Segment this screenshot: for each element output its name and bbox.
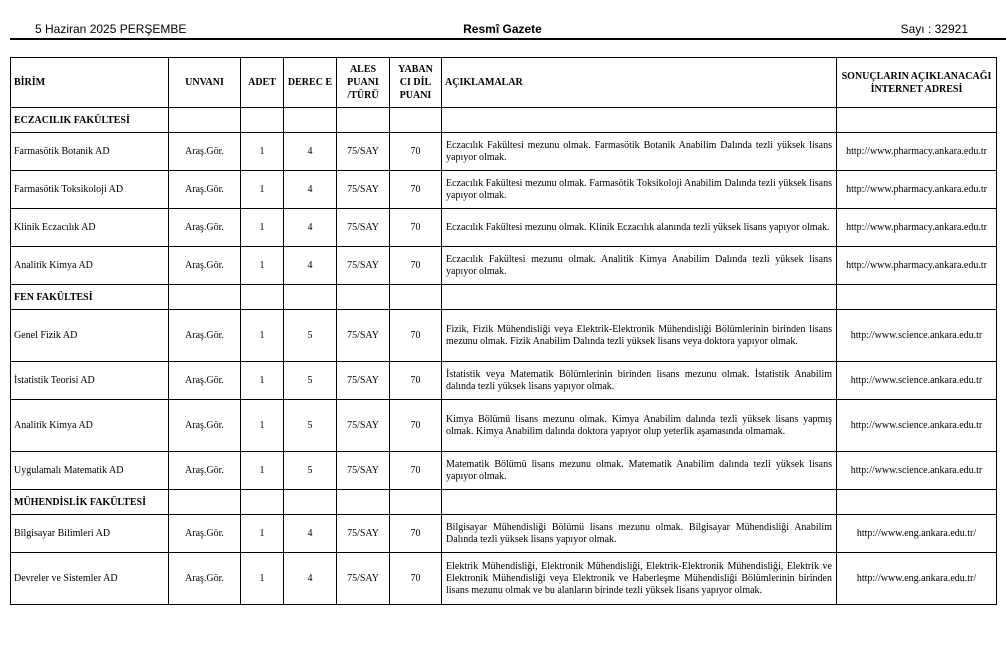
cell-ales: 75/SAY — [337, 553, 390, 605]
cell-adet: 1 — [241, 452, 284, 490]
cell-unvan: Araş.Gör. — [169, 400, 241, 452]
cell-yabanci: 70 — [390, 515, 442, 553]
cell-aciklama: Fizik, Fizik Mühendisliği veya Elektrik-Elektronik Mühendisliği Bölümlerinin birinden lisans mezunu olmak. Fizik Anabilim Dalında tezli yüksek lisans veya doktora yapıyor olmak. — [442, 310, 837, 362]
cell-derece: 4 — [284, 209, 337, 247]
faculty-row — [11, 285, 997, 310]
cell-url: http://www.eng.ankara.edu.tr/ — [837, 553, 997, 605]
table-row — [11, 515, 997, 553]
cell-derece: 5 — [284, 400, 337, 452]
cell-aciklama: Elektrik Mühendisliği, Elektronik Mühendisliği, Elektrik-Elektronik Mühendisliği, Elektrik ve Elektronik Mühendisliği veya Elektronik ve Haberleşme Mühendisliği Bölümlerinin birinden lisans mezunu olmak ve bu alanların birinde tezli yüksek lisans yapıyor olmak. — [442, 553, 837, 605]
cell-adet: 1 — [241, 133, 284, 171]
cell-derece: 5 — [284, 310, 337, 362]
cell-ales: 75/SAY — [337, 310, 390, 362]
cell-aciklama: Eczacılık Fakültesi mezunu olmak. Analitik Kimya Anabilim Dalında tezli yüksek lisans yapıyor olmak. — [442, 247, 837, 285]
cell-url: http://www.pharmacy.ankara.edu.tr — [837, 209, 997, 247]
cell-adet: 1 — [241, 553, 284, 605]
table-row — [11, 171, 997, 209]
cell-derece: 4 — [284, 133, 337, 171]
cell-birim: Devreler ve Sistemler AD — [11, 553, 169, 605]
cell-aciklama: Eczacılık Fakültesi mezunu olmak. Farmasötik Toksikoloji Anabilim Dalında tezli yüksek lisans yapıyor olmak. — [442, 171, 837, 209]
cell-adet: 1 — [241, 310, 284, 362]
cell-url: http://www.pharmacy.ankara.edu.tr — [837, 247, 997, 285]
cell-ales: 75/SAY — [337, 247, 390, 285]
cell-adet: 1 — [241, 247, 284, 285]
cell-birim: Farmasötik Toksikoloji AD — [11, 171, 169, 209]
cell-ales: 75/SAY — [337, 362, 390, 400]
cell-unvan: Araş.Gör. — [169, 515, 241, 553]
col-derece: DEREC E — [284, 58, 337, 108]
cell-yabanci: 70 — [390, 133, 442, 171]
cell-aciklama: Bilgisayar Mühendisliği Bölümü lisans mezunu olmak. Bilgisayar Mühendisliği Anabilim Dalında tezli yüksek lisans yapıyor olmak. — [442, 515, 837, 553]
col-aciklamalar: AÇIKLAMALAR — [442, 58, 837, 108]
cell-yabanci: 70 — [390, 400, 442, 452]
cell-url: http://www.science.ankara.edu.tr — [837, 310, 997, 362]
cell-ales: 75/SAY — [337, 515, 390, 553]
cell-url: http://www.pharmacy.ankara.edu.tr — [837, 171, 997, 209]
cell-url: http://www.pharmacy.ankara.edu.tr — [837, 133, 997, 171]
cell-url: http://www.science.ankara.edu.tr — [837, 400, 997, 452]
cell-yabanci: 70 — [390, 209, 442, 247]
cell-yabanci: 70 — [390, 452, 442, 490]
cell-adet: 1 — [241, 400, 284, 452]
col-unvani: UNVANI — [169, 58, 241, 108]
cell-adet: 1 — [241, 209, 284, 247]
cell-birim: Klinik Eczacılık AD — [11, 209, 169, 247]
col-ales: ALES PUANI /TÜRÜ — [337, 58, 390, 108]
cell-url: http://www.eng.ankara.edu.tr/ — [837, 515, 997, 553]
col-sonuc: SONUÇLARIN AÇIKLANACAĞI İNTERNET ADRESİ — [837, 58, 997, 108]
cell-url: http://www.science.ankara.edu.tr — [837, 362, 997, 400]
cell-aciklama: Matematik Bölümü lisans mezunu olmak. Matematik Anabilim dalında tezli yüksek lisans yapıyor olmak. — [442, 452, 837, 490]
cell-unvan: Araş.Gör. — [169, 209, 241, 247]
faculty-row — [11, 108, 997, 133]
cell-derece: 4 — [284, 553, 337, 605]
cell-unvan: Araş.Gör. — [169, 133, 241, 171]
cell-aciklama: Kimya Bölümü lisans mezunu olmak. Kimya Anabilim dalında tezli yüksek lisans yapmış olmak. Kimya Anabilim dalında doktora yapıyor olup yeterlik aşamasında olmamak. — [442, 400, 837, 452]
cell-adet: 1 — [241, 515, 284, 553]
cell-derece: 5 — [284, 452, 337, 490]
cell-ales: 75/SAY — [337, 452, 390, 490]
cell-birim: Analitik Kimya AD — [11, 400, 169, 452]
cell-yabanci: 70 — [390, 553, 442, 605]
col-yabanci: YABAN CI DİL PUANI — [390, 58, 442, 108]
cell-birim: Bilgisayar Bilimleri AD — [11, 515, 169, 553]
cell-ales: 75/SAY — [337, 400, 390, 452]
col-birim: BİRİM — [11, 58, 169, 108]
cell-derece: 4 — [284, 515, 337, 553]
header-rule — [10, 38, 1006, 40]
cell-yabanci: 70 — [390, 310, 442, 362]
table-row — [11, 452, 997, 490]
table-row — [11, 310, 997, 362]
cell-unvan: Araş.Gör. — [169, 362, 241, 400]
cell-birim: İstatistik Teorisi AD — [11, 362, 169, 400]
table-header-row — [11, 58, 997, 108]
cell-derece: 5 — [284, 362, 337, 400]
cell-yabanci: 70 — [390, 362, 442, 400]
cell-adet: 1 — [241, 362, 284, 400]
table-row — [11, 247, 997, 285]
cell-birim: Genel Fizik AD — [11, 310, 169, 362]
positions-table — [10, 57, 997, 605]
cell-unvan: Araş.Gör. — [169, 171, 241, 209]
cell-birim: Farmasötik Botanik AD — [11, 133, 169, 171]
cell-unvan: Araş.Gör. — [169, 452, 241, 490]
cell-unvan: Araş.Gör. — [169, 247, 241, 285]
header-title: Resmî Gazete — [463, 22, 542, 36]
cell-ales: 75/SAY — [337, 209, 390, 247]
cell-aciklama: İstatistik veya Matematik Bölümlerinin birinden lisans mezunu olmak. İstatistik Anabilim dalında tezli yüksek lisans yapıyor olmak. — [442, 362, 837, 400]
cell-aciklama: Eczacılık Fakültesi mezunu olmak. Klinik Eczacılık alanında tezli yüksek lisans yapıyor olmak. — [442, 209, 837, 247]
table-row — [11, 400, 997, 452]
cell-adet: 1 — [241, 171, 284, 209]
faculty-name: ECZACILIK FAKÜLTESİ — [11, 108, 169, 133]
cell-birim: Analitik Kimya AD — [11, 247, 169, 285]
cell-aciklama: Eczacılık Fakültesi mezunu olmak. Farmasötik Botanik Anabilim Dalında tezli yüksek lisans yapıyor olmak. — [442, 133, 837, 171]
faculty-row — [11, 490, 997, 515]
cell-yabanci: 70 — [390, 171, 442, 209]
col-adet: ADET — [241, 58, 284, 108]
header-date: 5 Haziran 2025 PERŞEMBE — [35, 22, 187, 36]
table-row — [11, 362, 997, 400]
cell-derece: 4 — [284, 247, 337, 285]
table-row — [11, 209, 997, 247]
cell-url: http://www.science.ankara.edu.tr — [837, 452, 997, 490]
cell-yabanci: 70 — [390, 247, 442, 285]
cell-ales: 75/SAY — [337, 171, 390, 209]
faculty-name: FEN FAKÜLTESİ — [11, 285, 169, 310]
cell-unvan: Araş.Gör. — [169, 310, 241, 362]
cell-birim: Uygulamalı Matematik AD — [11, 452, 169, 490]
cell-unvan: Araş.Gör. — [169, 553, 241, 605]
faculty-name: MÜHENDİSLİK FAKÜLTESİ — [11, 490, 169, 515]
cell-ales: 75/SAY — [337, 133, 390, 171]
page-header — [35, 21, 1006, 38]
table-row — [11, 133, 997, 171]
table-row — [11, 553, 997, 605]
header-issue: Sayı : 32921 — [900, 22, 968, 36]
cell-derece: 4 — [284, 171, 337, 209]
